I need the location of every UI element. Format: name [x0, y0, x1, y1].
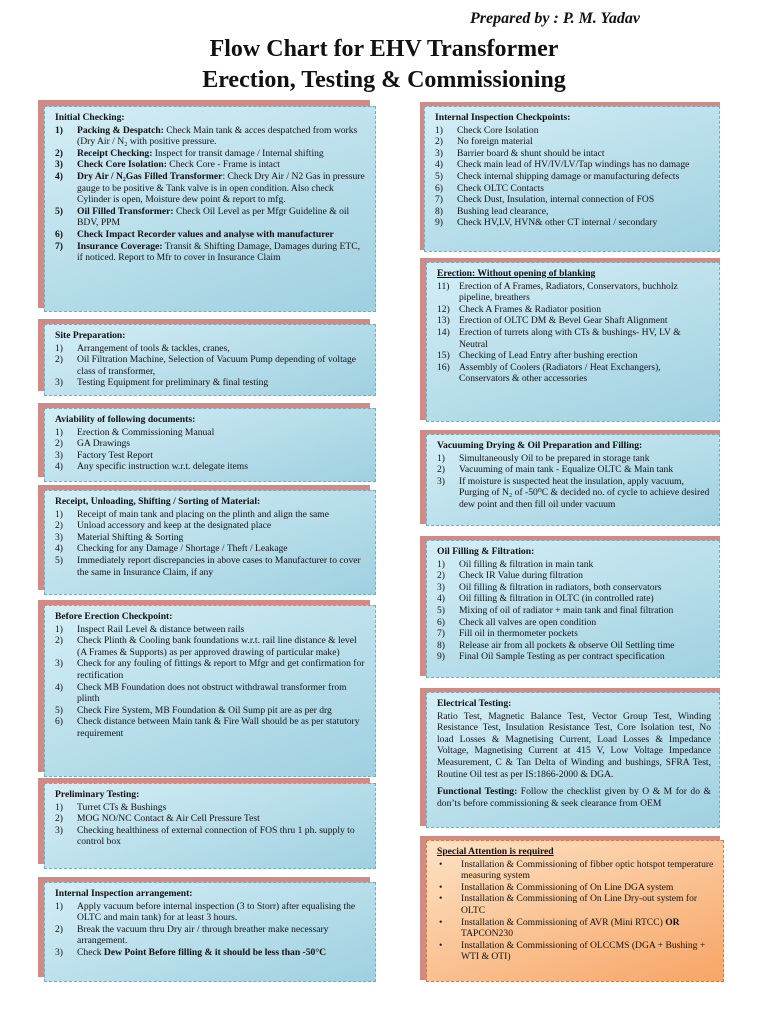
item-number: 3): [55, 824, 63, 836]
item-number: 6): [437, 616, 445, 628]
item-text-plain: Checking for any Damage / Shortage / Theft / Leakage: [77, 543, 288, 555]
item-text: [77, 802, 367, 814]
item-text: [77, 705, 367, 717]
before-erection-title: Before Erection Checkpoint:: [55, 611, 173, 622]
site-prep-title: Site Preparation:: [55, 330, 126, 341]
item-text-plain: Unload accessory and keep at the designated place: [77, 520, 272, 532]
item-text-plain: Check internal shipping damage or manufacturing defects: [457, 170, 680, 182]
item-text: [459, 464, 711, 476]
item-text: [457, 183, 711, 195]
item-number: 5): [55, 704, 63, 716]
item-text-plain: Material Shifting & Sorting: [77, 531, 184, 543]
page-title-line1: Flow Chart for EHV Transformer: [209, 36, 559, 62]
item-text-plain: Erection of A Frames, Radiators, Conservators, buchholz pipeline, breathers: [459, 280, 678, 304]
item-number: 8): [435, 205, 443, 217]
item-text: [459, 315, 711, 327]
item-text-plain: Factory Test Report: [77, 449, 153, 461]
item-text-plain: Bushing lead clearance,: [457, 205, 549, 217]
list-item: [55, 148, 367, 160]
item-text: [77, 438, 367, 450]
item-text-plain: Mixing of oil of radiator + main tank and final filtration: [459, 604, 674, 616]
list-item: [435, 194, 711, 206]
item-text: [77, 229, 367, 241]
list-item: [55, 241, 367, 264]
erection-box: [426, 262, 720, 422]
item-number: 3): [55, 531, 63, 543]
item-text: [459, 281, 711, 304]
item-number: 7): [437, 628, 445, 640]
internal-check-title: Internal Inspection Checkpoints:: [435, 112, 571, 123]
item-text-plain: Vacuuming of main tank - Equalize OLTC & Main tank: [459, 464, 674, 476]
item-number: 3): [55, 658, 63, 670]
list-item: [55, 125, 367, 148]
item-text-plain: Testing Equipment for preliminary & final testing: [77, 377, 269, 389]
item-text: [459, 362, 711, 385]
item-text: [459, 628, 711, 640]
item-text: [77, 624, 367, 636]
item-text-plain: Fill oil in thermometer pockets: [459, 628, 578, 640]
list-item: [55, 658, 367, 681]
item-number: 5): [437, 604, 445, 616]
item-text-plain: Check main lead of HV/IV/LV/Tap windings has no damage: [457, 159, 690, 171]
list-item: [55, 438, 367, 450]
item-text: [77, 450, 367, 462]
item-text: [77, 924, 367, 947]
item-text-plain: Check Plinth & Cooling bank foundations w.r.t. rail line distance & level (A Frames & Supports) as per approved drawing of particular make): [77, 635, 357, 658]
bullet-icon: •: [439, 916, 443, 928]
item-text-plain: Oil filling & filtration in main tank: [459, 558, 594, 570]
internal-arr-title: Internal Inspection arrangement:: [55, 888, 193, 899]
item-text: [77, 377, 367, 389]
list-item: [437, 362, 711, 385]
list-item: [55, 509, 367, 521]
special-item-plain: Installation & Commissioning of On Line DGA system: [461, 881, 674, 893]
bullet-icon: •: [439, 939, 443, 951]
item-number: 1): [55, 342, 63, 354]
item-text: [459, 559, 711, 571]
item-text: [457, 194, 711, 206]
item-number: 2): [55, 354, 63, 366]
item-text-plain: Check distance between Main tank & Fire Wall should be as per statutory requirement: [77, 716, 360, 739]
item-text-plain: Inspect Rail Level & distance between rails: [77, 623, 245, 635]
item-text-plain: Erection of OLTC DM & Bevel Gear Shaft Alignment: [459, 315, 668, 327]
list-item: [55, 555, 367, 578]
item-number: 4): [55, 681, 63, 693]
item-text-plain: : Check Dry Air / N2 Gas in pressure gauge to be positive & Tank valve is in open condition. Also check Cylinder is open, Moisture dew point & report to mfg.: [77, 170, 365, 206]
item-text-plain: Transit & Shifting Damage, Damages during ETC, if noticed. Report to Mfr to cover in Insurance Claim: [77, 240, 360, 264]
item-number: 3): [437, 475, 445, 487]
item-text-plain: Inspect for transit damage / Internal shifting: [152, 147, 324, 159]
internal-checkpoints-box: [424, 106, 720, 252]
item-label: Dry Air / N₂Gas Filled Transformer: [77, 170, 223, 182]
item-number: 11): [437, 280, 450, 292]
item-text-plain: Check Oil Level as per Mfgr Guideline & oil BDV, PPM: [77, 205, 350, 229]
list-item: [437, 350, 711, 362]
item-text: [77, 159, 367, 171]
item-text-plain: Check Dust, Insulation, internal connection of FOS: [457, 194, 655, 206]
electrical-testing-body: Ratio Test, Magnetic Balance Test, Vector Group Test, Winding Resistance Test, Insulation Resistance Test, Core Isolation test, No load Losses & Magnetising Current, Load Losses & Impedance Voltage, Magnetising Current at 415 V, Low Voltage Impedance Measurement, C & Tan Delta of Winding and bushings, SFRA Test, Routine Oil test as per IS:1866-2000 & DGA.: [437, 710, 711, 780]
item-number: 2): [55, 813, 63, 825]
item-number: 1): [55, 623, 63, 635]
list-item: [55, 377, 367, 389]
item-text: [459, 640, 711, 652]
electrical-testing-title: Electrical Testing:: [437, 698, 512, 709]
item-label: Check Impact Recorder values and analyse with manufacturer: [77, 228, 334, 240]
item-text: [459, 570, 711, 582]
list-item: [55, 532, 367, 544]
functional-testing: [437, 786, 711, 809]
item-text: [77, 825, 367, 848]
item-number: 4): [55, 170, 63, 182]
item-text-plain: Receipt of main tank and placing on the plinth and align the same: [77, 508, 330, 520]
item-number: 3): [55, 159, 63, 171]
item-text: [77, 813, 367, 825]
item-number: 6): [435, 182, 443, 194]
special-item-bold: OR: [665, 916, 680, 928]
item-text: [77, 520, 367, 532]
special-attention-title: Special Attention is required: [437, 846, 554, 857]
item-text-plain: Check OLTC Contacts: [457, 182, 545, 194]
list-item: [55, 901, 367, 924]
functional-testing-label: Functional Testing:: [437, 786, 518, 798]
item-number: 1): [437, 452, 445, 464]
item-text-plain: GA Drawings: [77, 438, 131, 450]
item-text: [77, 171, 367, 206]
item-text: [459, 476, 711, 511]
list-item: [437, 617, 711, 629]
item-number: 13): [437, 315, 450, 327]
list-item: [435, 125, 711, 137]
special-item: [437, 940, 715, 963]
special-item: [437, 859, 715, 882]
list-item: [435, 136, 711, 148]
item-number: 1): [55, 426, 63, 438]
item-text: [77, 555, 367, 578]
special-item-plain2: TAPCON230: [461, 928, 514, 940]
item-text: [459, 593, 711, 605]
list-item: [55, 520, 367, 532]
special-item-text: [461, 882, 715, 894]
item-number: 16): [437, 361, 450, 373]
item-text: [77, 343, 367, 355]
special-item: [437, 882, 715, 894]
internal-arrangement-box: [44, 882, 376, 982]
vacuum-title: Vacuuming Drying & Oil Preparation and Filling:: [437, 440, 643, 451]
item-text: [77, 241, 367, 264]
item-text-plain: Check for any fouling of fittings & report to Mfgr and get confirmation for rectification: [77, 658, 365, 681]
item-text: [459, 304, 711, 316]
item-text: [77, 658, 367, 681]
item-number: 1): [55, 124, 63, 136]
special-attention-box: [426, 840, 724, 982]
list-item: [437, 651, 711, 663]
list-item: [55, 461, 367, 473]
item-text: [77, 947, 367, 959]
list-item: [55, 427, 367, 439]
initial-checking-title: Initial Checking:: [55, 112, 125, 123]
item-number: 5): [55, 205, 63, 217]
item-number: 7): [55, 240, 63, 252]
item-text-plain: Immediately report discrepancies in above cases to Manufacturer to cover the same in Insurance Claim, if any: [77, 554, 361, 578]
list-item: [55, 354, 367, 377]
item-number: 2): [437, 570, 445, 582]
oil-filling-title: Oil Filling & Filtration:: [437, 546, 535, 557]
item-number: 4): [55, 461, 63, 473]
item-text-plain: Check: [77, 946, 104, 958]
item-number: 3): [435, 147, 443, 159]
item-number: 1): [55, 900, 63, 912]
electrical-testing-box: [426, 692, 720, 828]
bullet-icon: •: [439, 893, 443, 905]
item-number: 3): [55, 449, 63, 461]
item-text: [457, 206, 711, 218]
special-item-plain: Installation & Commissioning of OLCCMS (DGA + Bushing + WTI & OTI): [461, 939, 706, 963]
item-number: 8): [437, 639, 445, 651]
item-number: 4): [437, 593, 445, 605]
item-text: [77, 635, 367, 658]
item-text: [77, 206, 367, 229]
list-item: [437, 628, 711, 640]
oil-filling-box: [426, 540, 720, 678]
item-text: [77, 148, 367, 160]
list-item: [55, 705, 367, 717]
item-label: Check Core Isolation:: [77, 159, 167, 171]
before-erection-box: [44, 605, 376, 777]
item-number: 5): [435, 170, 443, 182]
list-item: [437, 281, 711, 304]
item-number: 2): [55, 520, 63, 532]
list-item: [55, 450, 367, 462]
special-item: [437, 917, 715, 940]
item-text-plain: Turret CTs & Bushings: [77, 801, 167, 813]
list-item: [55, 947, 367, 959]
item-text: [459, 605, 711, 617]
list-item: [435, 183, 711, 195]
special-item-text: [461, 893, 715, 916]
item-text-plain: Check all valves are open condition: [459, 616, 597, 628]
item-text-plain: Oil Filtration Machine, Selection of Vacuum Pump depending of voltage class of transformer,: [77, 354, 357, 377]
list-item: [437, 453, 711, 465]
site-preparation-box: [44, 324, 376, 396]
item-text: [459, 327, 711, 350]
item-number: 15): [437, 350, 450, 362]
item-text-plain: Check Core - Frame is intact: [166, 159, 280, 171]
item-text: [459, 617, 711, 629]
item-number: 1): [435, 124, 443, 136]
list-item: [437, 476, 711, 511]
item-number: 1): [437, 558, 445, 570]
item-number: 5): [55, 554, 63, 566]
item-text-plain: No foreign material: [457, 136, 533, 148]
item-text-plain: Erection of turrets along with CTs & bushings- HV, LV & Neutral: [459, 326, 681, 350]
erection-title: Erection: Without opening of blanking: [437, 268, 596, 279]
item-number: 9): [437, 651, 445, 663]
item-number: 7): [435, 194, 443, 206]
item-text: [459, 651, 711, 663]
item-number: 6): [55, 716, 63, 728]
functional-testing-text: Follow the checklist given by O & M for do & don’ts before commissioning & seek clearance from OEM: [437, 786, 711, 809]
item-number: 3): [55, 946, 63, 958]
initial-checking-box: [44, 106, 376, 312]
list-item: [55, 343, 367, 355]
item-number: 1): [55, 508, 63, 520]
item-text-plain: Barrier board & shunt should be intact: [457, 147, 605, 159]
item-text: [459, 582, 711, 594]
item-label: Receipt Checking:: [77, 147, 153, 159]
item-text-plain: Final Oil Sample Testing as per contract specification: [459, 651, 665, 663]
list-item: [435, 171, 711, 183]
preliminary-title: Preliminary Testing:: [55, 789, 140, 800]
item-text-plain: Check Core Isolation: [457, 124, 539, 136]
list-item: [55, 171, 367, 206]
item-text-plain: If moisture is suspected heat the insulation, apply vacuum, Purging of N₂ of -50⁰C & decided no. of cycle to achieve desired dew point and then fill oil under vacuum: [459, 475, 710, 510]
item-text-plain: Checking of Lead Entry after bushing erection: [459, 350, 638, 362]
list-item: [437, 327, 711, 350]
prepared-by: Prepared by : P. M. Yadav: [470, 10, 640, 27]
list-item: [55, 813, 367, 825]
item-text: [77, 543, 367, 555]
bullet-icon: •: [439, 881, 443, 893]
item-text: [459, 453, 711, 465]
page-title-line2: Erection, Testing & Commissioning: [202, 67, 566, 93]
special-item: [437, 893, 715, 916]
item-text: [77, 509, 367, 521]
item-text-plain: Simultaneously Oil to be prepared in storage tank: [459, 452, 650, 464]
list-item: [437, 464, 711, 476]
item-label: Packing & Despatch:: [77, 124, 164, 136]
item-text: [77, 461, 367, 473]
list-item: [55, 159, 367, 171]
item-text: [77, 125, 367, 148]
item-number: 4): [55, 543, 63, 555]
item-text-plain: Check MB Foundation does not obstruct withdrawal transformer from plinth: [77, 681, 347, 705]
item-text-plain: MOG NO/NC Contact & Air Cell Pressure Test: [77, 813, 260, 825]
list-item: [437, 582, 711, 594]
item-text-plain: Break the vacuum thru Dry air / through breather make necessary arrangement.: [77, 923, 329, 947]
item-text-bold: Dew Point Before filling & it should be less than -50°C: [103, 946, 327, 958]
item-text: [77, 682, 367, 705]
list-item: [437, 605, 711, 617]
special-item-text: [461, 859, 715, 882]
receipt-box: [44, 490, 376, 595]
item-text-plain: Check Main tank & acces despatched from works (Dry Air / N₂ with positive pressure.: [77, 124, 358, 148]
documents-box: [44, 408, 376, 482]
list-item: [437, 640, 711, 652]
item-text: [77, 901, 367, 924]
item-number: 4): [435, 159, 443, 171]
list-item: [55, 802, 367, 814]
item-text-plain: Checking healthiness of external connection of FOS thru 1 ph. supply to control box: [77, 824, 355, 848]
bullet-icon: •: [439, 858, 443, 870]
list-item: [55, 825, 367, 848]
item-text: [457, 125, 711, 137]
item-text-plain: Oil filling & filtration in OLTC (in controlled rate): [459, 593, 654, 605]
item-text-plain: Release air from all pockets & observe Oil Settling time: [459, 639, 675, 651]
item-number: 3): [437, 581, 445, 593]
item-text-plain: Erection & Commissioning Manual: [77, 426, 215, 438]
item-number: 3): [55, 377, 63, 389]
list-item: [437, 304, 711, 316]
list-item: [435, 217, 711, 229]
special-item-text: [461, 917, 715, 940]
item-number: 9): [435, 217, 443, 229]
receipt-title: Receipt, Unloading, Shifting / Sorting of Material:: [55, 496, 261, 507]
item-text: [77, 427, 367, 439]
list-item: [437, 570, 711, 582]
list-item: [435, 206, 711, 218]
vacuum-drying-box: [426, 434, 720, 526]
item-number: 2): [435, 136, 443, 148]
list-item: [437, 593, 711, 605]
item-text-plain: Oil filling & filtration in radiators, both conservators: [459, 581, 662, 593]
item-text-plain: Check Fire System, MB Foundation & Oil Sump pit are as per drg: [77, 704, 332, 716]
special-item-text: [461, 940, 715, 963]
item-label: Insurance Coverage:: [77, 240, 163, 252]
list-item: [55, 206, 367, 229]
preliminary-testing-box: [44, 783, 376, 869]
item-text: [77, 716, 367, 739]
item-text-plain: Check A Frames & Radiator position: [459, 303, 602, 315]
list-item: [55, 682, 367, 705]
item-number: 2): [55, 438, 63, 450]
item-text-plain: Apply vacuum before internal inspection (3 to Storr) after equalising the OLTC and main tank) for at least 3 hours.: [77, 900, 356, 924]
item-text: [77, 532, 367, 544]
item-text-plain: Assembly of Coolers (Radiators / Heat Exchangers), Conservators & other accessories: [459, 361, 661, 385]
list-item: [55, 624, 367, 636]
special-item-plain: Installation & Commissioning of fibber optic hotspot temperature measuring system: [461, 858, 714, 882]
item-number: 2): [437, 464, 445, 476]
item-number: 12): [437, 303, 450, 315]
item-number: 2): [55, 147, 63, 159]
item-number: 1): [55, 801, 63, 813]
item-number: 2): [55, 923, 63, 935]
list-item: [435, 159, 711, 171]
item-text: [459, 350, 711, 362]
item-text-plain: Any specific instruction w.r.t. delegate items: [77, 461, 248, 473]
item-number: 14): [437, 326, 450, 338]
item-text: [457, 171, 711, 183]
item-text: [77, 354, 367, 377]
list-item: [55, 543, 367, 555]
list-item: [437, 559, 711, 571]
list-item: [55, 229, 367, 241]
list-item: [437, 315, 711, 327]
list-item: [435, 148, 711, 160]
special-item-plain: Installation & Commissioning of On Line Dry-out system for OLTC: [461, 893, 698, 916]
list-item: [55, 716, 367, 739]
item-number: 6): [55, 228, 63, 240]
item-text: [457, 148, 711, 160]
list-item: [55, 635, 367, 658]
item-text: [457, 136, 711, 148]
item-text-plain: Arrangement of tools & tackles, cranes,: [77, 342, 230, 354]
item-label: Oil Filled Transformer:: [77, 205, 174, 217]
list-item: [55, 924, 367, 947]
item-text: [457, 217, 711, 229]
item-number: 2): [55, 635, 63, 647]
item-text-plain: Check HV,LV, HVN& other CT internal / secondary: [457, 217, 658, 229]
special-item-plain: Installation & Commissioning of AVR (Mini RTCC): [461, 916, 666, 928]
item-text-plain: Check IR Value during filtration: [459, 570, 583, 582]
item-text: [457, 159, 711, 171]
documents-title: Aviability of following documents:: [55, 414, 196, 425]
